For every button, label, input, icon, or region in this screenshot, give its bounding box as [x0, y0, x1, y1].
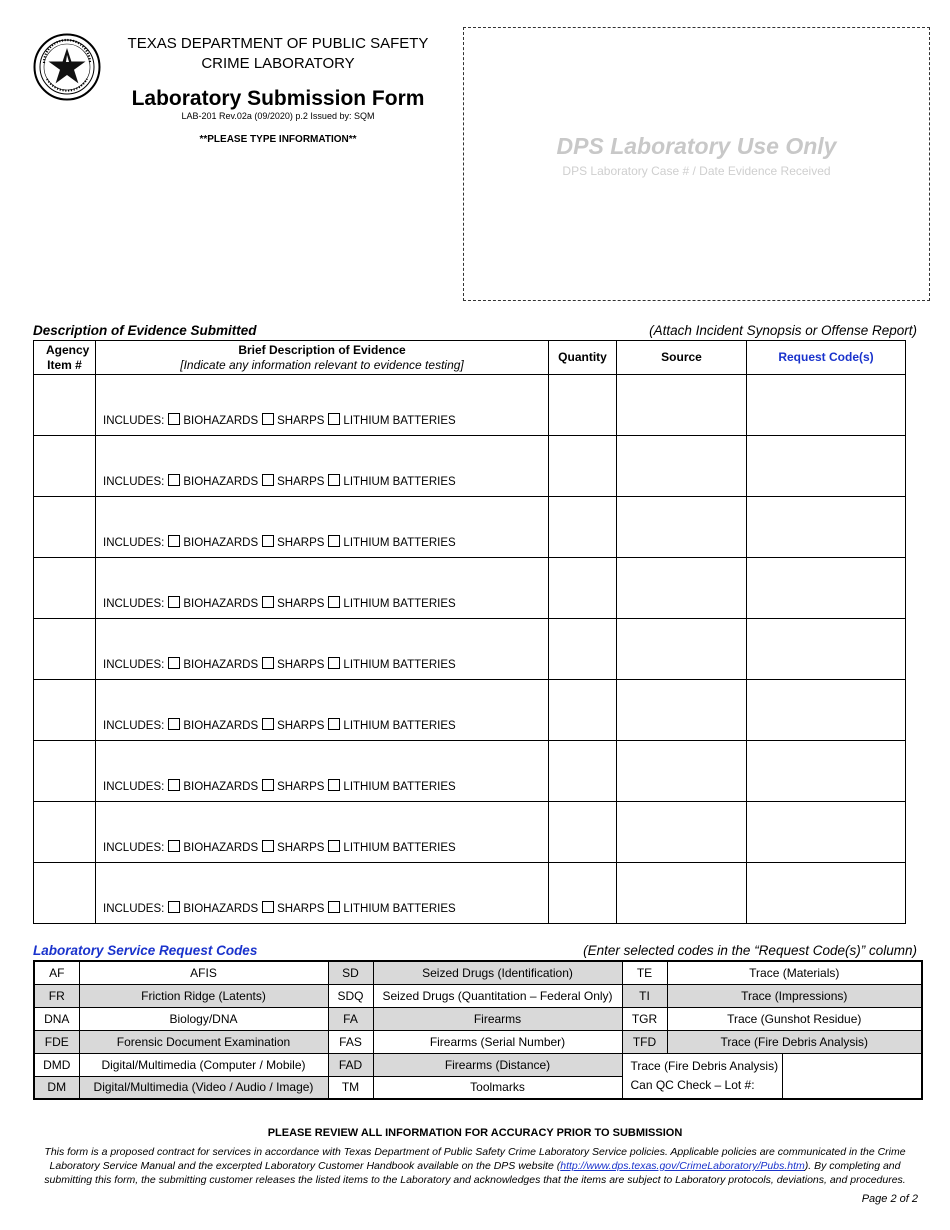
- trace-qc-label-cell: [622, 1053, 782, 1099]
- includes-label: INCLUDES:: [103, 476, 165, 488]
- flag-label: SHARPS: [277, 903, 325, 915]
- lithium-batteries-checkbox[interactable]: [328, 596, 340, 608]
- sharps-checkbox[interactable]: [262, 779, 274, 791]
- service-name: Trace (Gunshot Residue): [667, 1007, 922, 1030]
- evidence-row: [34, 558, 906, 619]
- description-cell[interactable]: [96, 619, 549, 680]
- evidence-table: [33, 340, 906, 924]
- agency-item-cell[interactable]: [34, 680, 96, 741]
- flag-label: SHARPS: [277, 720, 325, 732]
- flag-label: LITHIUM BATTERIES: [343, 903, 456, 915]
- service-code: TM: [328, 1076, 373, 1099]
- code-row: [34, 961, 922, 984]
- description-cell[interactable]: [96, 436, 549, 497]
- flag-label: SHARPS: [277, 842, 325, 854]
- description-cell[interactable]: [96, 375, 549, 436]
- service-code: FDE: [34, 1030, 79, 1053]
- lithium-batteries-checkbox[interactable]: [328, 535, 340, 547]
- flag-label: SHARPS: [277, 598, 325, 610]
- agency-item-cell[interactable]: [34, 497, 96, 558]
- description-cell[interactable]: [96, 741, 549, 802]
- request-code-cell[interactable]: [747, 741, 906, 802]
- service-code: FAS: [328, 1030, 373, 1053]
- lab-use-only-title: DPS Laboratory Use Only: [556, 133, 837, 159]
- includes-line: [96, 474, 548, 496]
- biohazards-checkbox[interactable]: [168, 718, 180, 730]
- flag-label: SHARPS: [277, 659, 325, 671]
- code-row: [34, 984, 922, 1007]
- agency-item-header: Agency Item #: [34, 341, 96, 375]
- service-name: Firearms (Serial Number): [373, 1030, 622, 1053]
- service-name: Toolmarks: [373, 1076, 622, 1099]
- lithium-batteries-checkbox[interactable]: [328, 901, 340, 913]
- service-code: SDQ: [328, 984, 373, 1007]
- quantity-cell[interactable]: [549, 741, 617, 802]
- sharps-checkbox[interactable]: [262, 474, 274, 486]
- flag-label: LITHIUM BATTERIES: [343, 781, 456, 793]
- quantity-cell[interactable]: [549, 375, 617, 436]
- evidence-row: [34, 741, 906, 802]
- flag-label: BIOHAZARDS: [183, 598, 259, 610]
- request-codes-rows: [34, 961, 922, 1099]
- source-header: Source: [617, 341, 747, 375]
- request-code-cell[interactable]: [747, 436, 906, 497]
- service-name: AFIS: [79, 961, 328, 984]
- quantity-cell[interactable]: [549, 802, 617, 863]
- description-cell[interactable]: [96, 802, 549, 863]
- request-code-cell[interactable]: [747, 619, 906, 680]
- source-cell[interactable]: [617, 802, 747, 863]
- agency-item-cell[interactable]: [34, 436, 96, 497]
- code-row: [34, 1030, 922, 1053]
- page-number: Page 2 of 2: [861, 1193, 918, 1205]
- agency-name: TEXAS DEPARTMENT OF PUBLIC SAFETY: [127, 35, 429, 52]
- agency-item-cell[interactable]: [34, 741, 96, 802]
- lithium-batteries-checkbox[interactable]: [328, 718, 340, 730]
- flag-label: LITHIUM BATTERIES: [343, 476, 456, 488]
- evidence-row: [34, 619, 906, 680]
- service-code: TFD: [622, 1030, 667, 1053]
- disclaimer-text: [33, 1145, 917, 1187]
- service-code: FA: [328, 1007, 373, 1030]
- service-code: TI: [622, 984, 667, 1007]
- includes-line: [96, 840, 548, 862]
- includes-line: [96, 535, 548, 557]
- evidence-row: [34, 863, 906, 924]
- includes-line: [96, 413, 548, 435]
- biohazards-checkbox[interactable]: [168, 779, 180, 791]
- request-code-cell[interactable]: [747, 680, 906, 741]
- dps-seal-logo: [33, 33, 101, 101]
- biohazards-checkbox[interactable]: [168, 413, 180, 425]
- request-codes-header: Request Code(s): [747, 341, 906, 375]
- source-cell[interactable]: [617, 741, 747, 802]
- sharps-checkbox[interactable]: [262, 413, 274, 425]
- source-cell[interactable]: [617, 436, 747, 497]
- includes-line: [96, 718, 548, 740]
- service-name: Firearms (Distance): [373, 1053, 622, 1076]
- includes-label: INCLUDES:: [103, 781, 165, 793]
- request-code-cell[interactable]: [747, 558, 906, 619]
- source-cell[interactable]: [617, 619, 747, 680]
- service-name: Digital/Multimedia (Video / Audio / Image): [79, 1076, 328, 1099]
- service-name: Seized Drugs (Identification): [373, 961, 622, 984]
- flag-label: BIOHAZARDS: [183, 842, 259, 854]
- flag-label: SHARPS: [277, 781, 325, 793]
- request-code-cell[interactable]: [747, 802, 906, 863]
- flag-label: BIOHAZARDS: [183, 415, 259, 427]
- sharps-checkbox[interactable]: [262, 718, 274, 730]
- quantity-cell[interactable]: [549, 680, 617, 741]
- includes-label: INCLUDES:: [103, 842, 165, 854]
- includes-line: [96, 901, 548, 923]
- flag-label: BIOHAZARDS: [183, 903, 259, 915]
- flag-label: BIOHAZARDS: [183, 781, 259, 793]
- code-row: [34, 1007, 922, 1030]
- includes-label: INCLUDES:: [103, 598, 165, 610]
- agency-item-cell[interactable]: [34, 802, 96, 863]
- description-cell[interactable]: [96, 863, 549, 924]
- sharps-checkbox[interactable]: [262, 840, 274, 852]
- flag-label: BIOHAZARDS: [183, 720, 259, 732]
- service-name: Digital/Multimedia (Computer / Mobile): [79, 1053, 328, 1076]
- agency-item-cell[interactable]: [34, 619, 96, 680]
- service-code: TE: [622, 961, 667, 984]
- includes-label: INCLUDES:: [103, 903, 165, 915]
- service-code: SD: [328, 961, 373, 984]
- request-codes-note: (Enter selected codes in the “Request Code(s)” column): [583, 943, 917, 958]
- includes-line: [96, 596, 548, 618]
- lithium-batteries-checkbox[interactable]: [328, 657, 340, 669]
- biohazards-checkbox[interactable]: [168, 474, 180, 486]
- flag-label: BIOHAZARDS: [183, 476, 259, 488]
- service-code: DM: [34, 1076, 79, 1099]
- trace-qc-title: Trace (Fire Debris Analysis): [630, 1058, 779, 1073]
- source-cell[interactable]: [617, 375, 747, 436]
- evidence-row: [34, 375, 906, 436]
- form-revision: LAB-201 Rev.02a (09/2020) p.2 Issued by: SQM: [181, 111, 375, 121]
- description-cell[interactable]: [96, 680, 549, 741]
- qc-lot-label: Can QC Check – Lot #:: [630, 1077, 755, 1092]
- service-code: TGR: [622, 1007, 667, 1030]
- flag-label: LITHIUM BATTERIES: [343, 659, 456, 671]
- service-code: FAD: [328, 1053, 373, 1076]
- agency-division: CRIME LABORATORY: [201, 55, 355, 72]
- description-header-sub: [Indicate any information relevant to evidence testing]: [180, 357, 464, 372]
- service-name: Trace (Materials): [667, 961, 922, 984]
- source-cell[interactable]: [617, 497, 747, 558]
- description-cell[interactable]: [96, 497, 549, 558]
- service-code: AF: [34, 961, 79, 984]
- includes-line: [96, 779, 548, 801]
- request-code-cell[interactable]: [747, 375, 906, 436]
- includes-label: INCLUDES:: [103, 659, 165, 671]
- type-instruction: **PLEASE TYPE INFORMATION**: [199, 134, 357, 145]
- evidence-rows: [34, 375, 906, 924]
- flag-label: SHARPS: [277, 476, 325, 488]
- lithium-batteries-checkbox[interactable]: [328, 474, 340, 486]
- service-name: Biology/DNA: [79, 1007, 328, 1030]
- lithium-batteries-checkbox[interactable]: [328, 840, 340, 852]
- includes-label: INCLUDES:: [103, 415, 165, 427]
- flag-label: LITHIUM BATTERIES: [343, 598, 456, 610]
- code-row: [34, 1053, 922, 1076]
- source-cell[interactable]: [617, 558, 747, 619]
- biohazards-checkbox[interactable]: [168, 901, 180, 913]
- description-cell[interactable]: [96, 558, 549, 619]
- qc-lot-input-cell[interactable]: [782, 1053, 922, 1099]
- biohazards-checkbox[interactable]: [168, 840, 180, 852]
- flag-label: SHARPS: [277, 415, 325, 427]
- review-notice: PLEASE REVIEW ALL INFORMATION FOR ACCURACY PRIOR TO SUBMISSION: [267, 1127, 683, 1139]
- lithium-batteries-checkbox[interactable]: [328, 413, 340, 425]
- disclaimer-part2: ). By completing and submitting this form, the submitting customer releases the listed items to the Laboratory and acknowledges that the items are subject to Laboratory protocols, deviations, and procedures.: [44, 1160, 906, 1186]
- quantity-cell[interactable]: [549, 863, 617, 924]
- lab-use-only-box: [463, 27, 930, 301]
- sharps-checkbox[interactable]: [262, 657, 274, 669]
- service-name: Friction Ridge (Latents): [79, 984, 328, 1007]
- evidence-row: [34, 680, 906, 741]
- source-cell[interactable]: [617, 680, 747, 741]
- quantity-header: Quantity: [549, 341, 617, 375]
- request-codes-table: [33, 960, 923, 1100]
- service-code: FR: [34, 984, 79, 1007]
- service-name: Firearms: [373, 1007, 622, 1030]
- includes-line: [96, 657, 548, 679]
- biohazards-checkbox[interactable]: [168, 535, 180, 547]
- agency-item-cell[interactable]: [34, 558, 96, 619]
- request-codes-title: Laboratory Service Request Codes: [33, 943, 258, 958]
- biohazards-checkbox[interactable]: [168, 657, 180, 669]
- quantity-cell[interactable]: [549, 497, 617, 558]
- evidence-header-row: [34, 341, 906, 375]
- form-title: Laboratory Submission Form: [131, 87, 425, 110]
- biohazards-checkbox[interactable]: [168, 596, 180, 608]
- sharps-checkbox[interactable]: [262, 535, 274, 547]
- quantity-cell[interactable]: [549, 619, 617, 680]
- includes-label: INCLUDES:: [103, 537, 165, 549]
- agency-item-cell[interactable]: [34, 863, 96, 924]
- service-name: Trace (Fire Debris Analysis): [667, 1030, 922, 1053]
- request-code-cell[interactable]: [747, 497, 906, 558]
- request-code-cell[interactable]: [747, 863, 906, 924]
- flag-label: LITHIUM BATTERIES: [343, 842, 456, 854]
- evidence-row: [34, 802, 906, 863]
- flag-label: LITHIUM BATTERIES: [343, 415, 456, 427]
- service-name: Forensic Document Examination: [79, 1030, 328, 1053]
- sharps-checkbox[interactable]: [262, 596, 274, 608]
- evidence-section-note: (Attach Incident Synopsis or Offense Report): [649, 323, 917, 338]
- service-name: Seized Drugs (Quantitation – Federal Only): [373, 984, 622, 1007]
- service-code: DNA: [34, 1007, 79, 1030]
- service-name: Trace (Impressions): [667, 984, 922, 1007]
- disclaimer-part1: This form is a proposed contract for services in accordance with Texas Department of Public Safety Crime Laboratory Service policies. Applicable policies are communicated in the Crime Laboratory Service Manual and the excerpted Laboratory Customer Handbook available on the DPS website (: [44, 1146, 906, 1172]
- evidence-row: [34, 436, 906, 497]
- includes-label: INCLUDES:: [103, 720, 165, 732]
- service-code: DMD: [34, 1053, 79, 1076]
- description-header: [96, 341, 549, 375]
- evidence-section-title: Description of Evidence Submitted: [33, 323, 257, 338]
- evidence-row: [34, 497, 906, 558]
- flag-label: BIOHAZARDS: [183, 537, 259, 549]
- flag-label: BIOHAZARDS: [183, 659, 259, 671]
- flag-label: LITHIUM BATTERIES: [343, 537, 456, 549]
- quantity-cell[interactable]: [549, 436, 617, 497]
- quantity-cell[interactable]: [549, 558, 617, 619]
- sharps-checkbox[interactable]: [262, 901, 274, 913]
- flag-label: LITHIUM BATTERIES: [343, 720, 456, 732]
- lithium-batteries-checkbox[interactable]: [328, 779, 340, 791]
- source-cell[interactable]: [617, 863, 747, 924]
- description-header-label: Brief Description of Evidence: [238, 343, 406, 358]
- lab-case-number-label: DPS Laboratory Case # / Date Evidence Received: [562, 164, 831, 178]
- dps-website-link[interactable]: http://www.dps.texas.gov/CrimeLaboratory/Pubs.htm: [560, 1160, 805, 1172]
- agency-item-cell[interactable]: [34, 375, 96, 436]
- flag-label: SHARPS: [277, 537, 325, 549]
